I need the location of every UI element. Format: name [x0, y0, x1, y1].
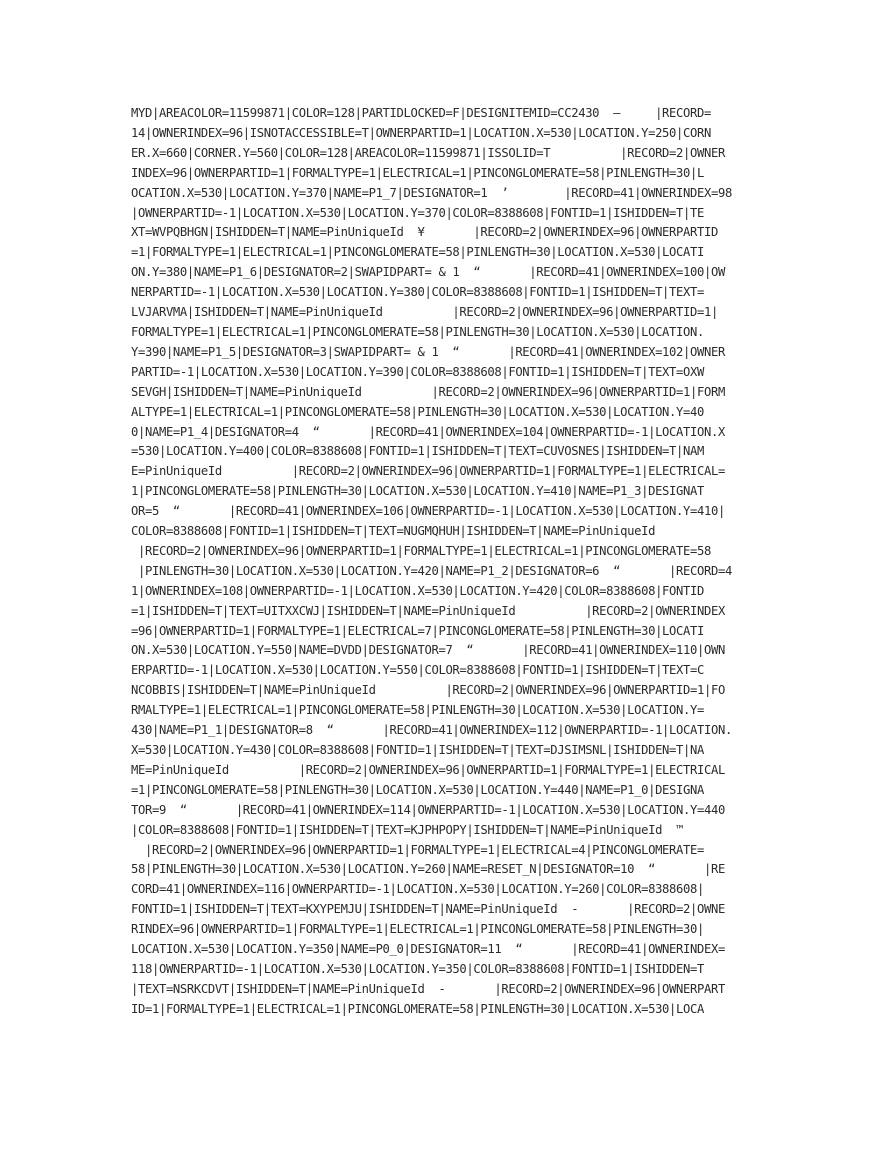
- text-line: E=PinUniqueId |RECORD=2|OWNERINDEX=96|OWNERPARTID=1|FORMALTYPE=1|ELECTRICAL=: [131, 464, 725, 479]
- text-line: 118|OWNERPARTID=-1|LOCATION.X=530|LOCATION.Y=350|COLOR=8388608|FONTID=1|ISHIDDEN=T: [131, 961, 704, 976]
- text-line: PARTID=-1|LOCATION.X=530|LOCATION.Y=390|COLOR=8388608|FONTID=1|ISHIDDEN=T|TEXT=OXW: [131, 364, 704, 379]
- text-line: 58|PINLENGTH=30|LOCATION.X=530|LOCATION.Y=260|NAME=RESET_N|DESIGNATOR=10 “ |RE: [131, 862, 725, 877]
- text-line: TOR=9 “ |RECORD=41|OWNERINDEX=114|OWNERPARTID=-1|LOCATION.X=530|LOCATION.Y=440: [131, 802, 725, 817]
- text-line: COLOR=8388608|FONTID=1|ISHIDDEN=T|TEXT=NUGMQHUH|ISHIDDEN=T|NAME=PinUniqueId: [131, 524, 656, 539]
- text-line: |PINLENGTH=30|LOCATION.X=530|LOCATION.Y=420|NAME=P1_2|DESIGNATOR=6 “ |RECORD=4: [131, 563, 732, 578]
- text-line: ON.X=530|LOCATION.Y=550|NAME=DVDD|DESIGNATOR=7 “ |RECORD=41|OWNERINDEX=110|OWN: [131, 643, 725, 658]
- text-line: FORMALTYPE=1|ELECTRICAL=1|PINCONGLOMERATE=58|PINLENGTH=30|LOCATION.X=530|LOCATION.: [131, 324, 704, 339]
- text-line: |OWNERPARTID=-1|LOCATION.X=530|LOCATION.Y=370|COLOR=8388608|FONTID=1|ISHIDDEN=T|TE: [131, 205, 704, 220]
- text-line: LOCATION.X=530|LOCATION.Y=350|NAME=P0_0|DESIGNATOR=11 “ |RECORD=41|OWNERINDEX=: [131, 942, 725, 957]
- text-line: RINDEX=96|OWNERPARTID=1|FORMALTYPE=1|ELECTRICAL=1|PINCONGLOMERATE=58|PINLENGTH=30|: [131, 922, 704, 937]
- text-line: 430|NAME=P1_1|DESIGNATOR=8 “ |RECORD=41|OWNERINDEX=112|OWNERPARTID=-1|LOCATION.: [131, 723, 732, 738]
- text-line: ERPARTID=-1|LOCATION.X=530|LOCATION.Y=550|COLOR=8388608|FONTID=1|ISHIDDEN=T|TEXT=C: [131, 663, 704, 678]
- text-line: 1|OWNERINDEX=108|OWNERPARTID=-1|LOCATION.X=530|LOCATION.Y=420|COLOR=8388608|FONTID: [131, 583, 704, 598]
- text-line: ON.Y=380|NAME=P1_6|DESIGNATOR=2|SWAPIDPART= & 1 “ |RECORD=41|OWNERINDEX=100|OW: [131, 265, 725, 280]
- text-line: OCATION.X=530|LOCATION.Y=370|NAME=P1_7|DESIGNATOR=1 ’ |RECORD=41|OWNERINDEX=98: [131, 185, 732, 200]
- text-line: FONTID=1|ISHIDDEN=T|TEXT=KXYPEMJU|ISHIDDEN=T|NAME=PinUniqueId - |RECORD=2|OWNE: [131, 902, 725, 917]
- text-line: ME=PinUniqueId |RECORD=2|OWNERINDEX=96|OWNERPARTID=1|FORMALTYPE=1|ELECTRICAL: [131, 762, 725, 777]
- record-text-block: [131, 104, 771, 1020]
- text-line: 14|OWNERINDEX=96|ISNOTACCESSIBLE=T|OWNERPARTID=1|LOCATION.X=530|LOCATION.Y=250|CORN: [131, 125, 711, 140]
- text-line: NERPARTID=-1|LOCATION.X=530|LOCATION.Y=380|COLOR=8388608|FONTID=1|ISHIDDEN=T|TEXT=: [131, 285, 704, 300]
- text-line: RMALTYPE=1|ELECTRICAL=1|PINCONGLOMERATE=58|PINLENGTH=30|LOCATION.X=530|LOCATION.Y=: [131, 703, 704, 718]
- text-line: |TEXT=NSRKCDVT|ISHIDDEN=T|NAME=PinUniqueId - |RECORD=2|OWNERINDEX=96|OWNERPART: [131, 981, 725, 996]
- text-line: MYD|AREACOLOR=11599871|COLOR=128|PARTIDLOCKED=F|DESIGNITEMID=CC2430 — |RECORD=: [131, 106, 711, 120]
- text-line: ER.X=660|CORNER.Y=560|COLOR=128|AREACOLOR=11599871|ISSOLID=T |RECORD=2|OWNER: [131, 145, 725, 160]
- text-line: LVJARVMA|ISHIDDEN=T|NAME=PinUniqueId |RECORD=2|OWNERINDEX=96|OWNERPARTID=1|: [131, 305, 718, 320]
- text-line: =1|ISHIDDEN=T|TEXT=UITXXCWJ|ISHIDDEN=T|NAME=PinUniqueId |RECORD=2|OWNERINDEX: [131, 603, 725, 618]
- text-line: =530|LOCATION.Y=400|COLOR=8388608|FONTID=1|ISHIDDEN=T|TEXT=CUVOSNES|ISHIDDEN=T|NAM: [131, 444, 704, 459]
- text-line: ALTYPE=1|ELECTRICAL=1|PINCONGLOMERATE=58|PINLENGTH=30|LOCATION.X=530|LOCATION.Y=40: [131, 404, 704, 419]
- text-line: 1|PINCONGLOMERATE=58|PINLENGTH=30|LOCATION.X=530|LOCATION.Y=410|NAME=P1_3|DESIGNAT: [131, 484, 704, 499]
- text-line: Y=390|NAME=P1_5|DESIGNATOR=3|SWAPIDPART= & 1 “ |RECORD=41|OWNERINDEX=102|OWNER: [131, 344, 725, 359]
- text-line: =1|FORMALTYPE=1|ELECTRICAL=1|PINCONGLOMERATE=58|PINLENGTH=30|LOCATION.X=530|LOCATI: [131, 245, 704, 260]
- text-line: INDEX=96|OWNERPARTID=1|FORMALTYPE=1|ELECTRICAL=1|PINCONGLOMERATE=58|PINLENGTH=30|L: [131, 165, 704, 180]
- text-line: XT=WVPQBHGN|ISHIDDEN=T|NAME=PinUniqueId ¥ |RECORD=2|OWNERINDEX=96|OWNERPARTID: [131, 225, 718, 240]
- text-line: |COLOR=8388608|FONTID=1|ISHIDDEN=T|TEXT=KJPHPOPY|ISHIDDEN=T|NAME=PinUniqueId ™: [131, 822, 684, 837]
- text-line: X=530|LOCATION.Y=430|COLOR=8388608|FONTID=1|ISHIDDEN=T|TEXT=DJSIMSNL|ISHIDDEN=T|NA: [131, 743, 704, 757]
- text-line: SEVGH|ISHIDDEN=T|NAME=PinUniqueId |RECORD=2|OWNERINDEX=96|OWNERPARTID=1|FORM: [131, 384, 725, 399]
- text-line: |RECORD=2|OWNERINDEX=96|OWNERPARTID=1|FORMALTYPE=1|ELECTRICAL=1|PINCONGLOMERATE=58: [131, 543, 711, 558]
- text-line: CORD=41|OWNERINDEX=116|OWNERPARTID=-1|LOCATION.X=530|LOCATION.Y=260|COLOR=8388608|: [131, 882, 704, 897]
- text-line: |RECORD=2|OWNERINDEX=96|OWNERPARTID=1|FORMALTYPE=1|ELECTRICAL=4|PINCONGLOMERATE=: [131, 842, 704, 857]
- text-line: =1|PINCONGLOMERATE=58|PINLENGTH=30|LOCATION.X=530|LOCATION.Y=440|NAME=P1_0|DESIGNA: [131, 782, 704, 797]
- text-line: 0|NAME=P1_4|DESIGNATOR=4 “ |RECORD=41|OWNERINDEX=104|OWNERPARTID=-1|LOCATION.X: [131, 424, 725, 439]
- text-line: NCOBBIS|ISHIDDEN=T|NAME=PinUniqueId |RECORD=2|OWNERINDEX=96|OWNERPARTID=1|FO: [131, 683, 725, 698]
- text-line: OR=5 “ |RECORD=41|OWNERINDEX=106|OWNERPARTID=-1|LOCATION.X=530|LOCATION.Y=410|: [131, 504, 725, 519]
- text-line: =96|OWNERPARTID=1|FORMALTYPE=1|ELECTRICAL=7|PINCONGLOMERATE=58|PINLENGTH=30|LOCATI: [131, 623, 704, 638]
- text-line: ID=1|FORMALTYPE=1|ELECTRICAL=1|PINCONGLOMERATE=58|PINLENGTH=30|LOCATION.X=530|LOCA: [131, 1001, 704, 1016]
